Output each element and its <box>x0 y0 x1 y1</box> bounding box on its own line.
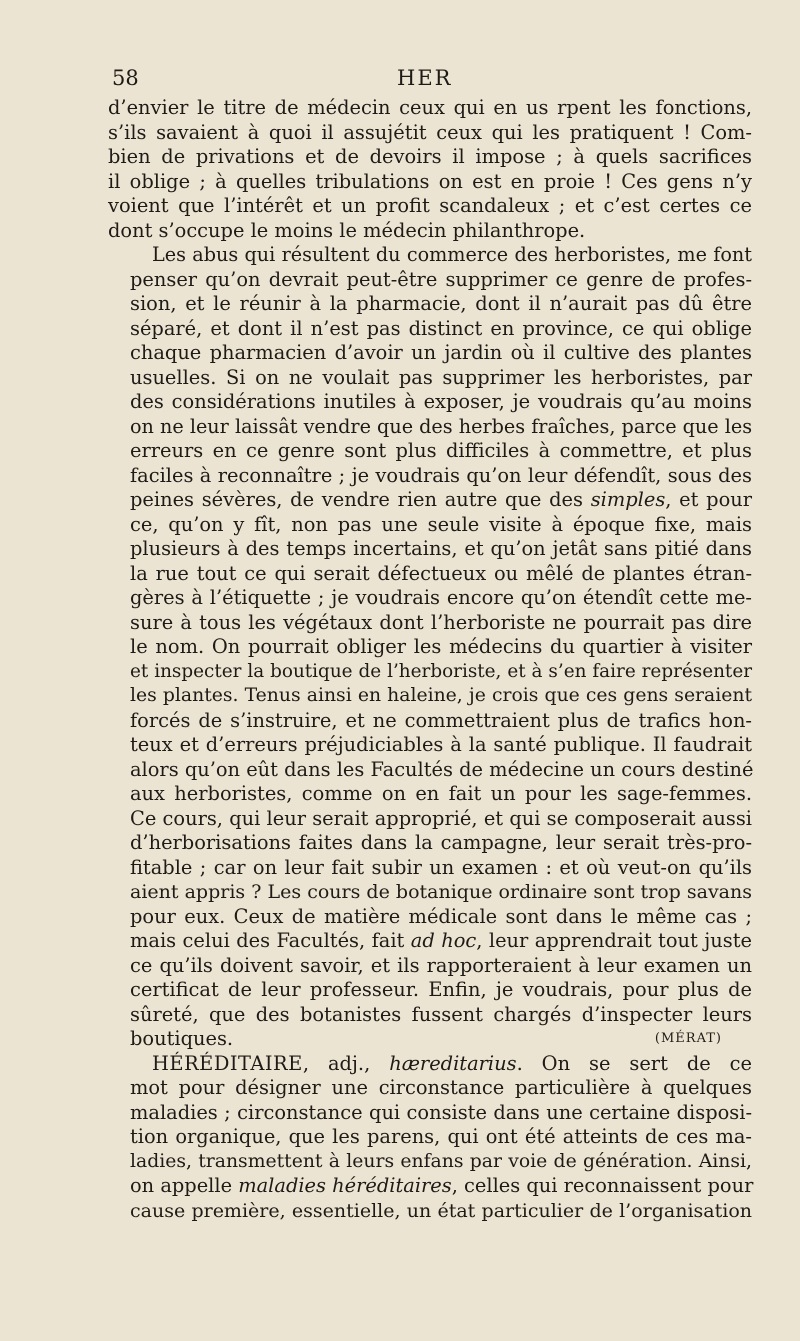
text-line: erreurs en ce genre sont plus difficiles à commettre, et plus <box>130 439 752 462</box>
text-line: des considérations inutiles à exposer, je voudrais qu’au moins <box>130 390 752 413</box>
italic-term: simples <box>590 488 666 511</box>
text-line: chaque pharmacien d’avoir un jardin où il cultive des plantes <box>130 341 752 364</box>
author-signature: (MÉRAT) <box>654 1031 722 1046</box>
text-line: on ne leur laissât vendre que des herbes fraîches, parce que les <box>130 414 753 438</box>
text-fragment: , celles qui reconnaissent pour <box>451 1174 754 1197</box>
paragraph-3 <box>108 1052 752 1224</box>
text-line: Les abus qui résultent du commerce des herboristes, me font <box>152 243 752 266</box>
page-number: 58 <box>112 66 139 90</box>
italic-term: ad hoc <box>410 929 477 952</box>
text-line: pour eux. Ceux de matière médicale sont dans le même cas ; <box>130 904 752 928</box>
text-fragment: , et pour <box>665 488 752 511</box>
text-line: dont s’occupe le moins le médecin philanthrope. <box>108 218 586 242</box>
text-line: la rue tout ce qui serait défectueux ou mêlé de plantes étran- <box>130 561 752 585</box>
text-fragment: . On se sert de ce <box>516 1051 752 1075</box>
text-line: aux herboristes, comme on en fait un pour les sage-femmes. <box>130 782 752 805</box>
text-line: cause première, essentielle, un état particulier de l’organisation <box>130 1199 752 1222</box>
text-fragment: , leur apprendrait tout juste <box>476 929 752 952</box>
text-line: sure à tous les végétaux dont l’herboriste ne pourrait pas dire <box>130 610 752 634</box>
text-line <box>108 488 752 513</box>
text-line: et inspecter la boutique de l’herboriste, et à s’en faire représenter <box>130 660 752 682</box>
text-line: bien de privations et de devoirs il impose ; à quels sacrifices <box>108 145 752 168</box>
text-line: penser qu’on devrait peut-être supprimer ce genre de profes- <box>130 267 752 291</box>
text-line <box>108 1052 752 1077</box>
text-line: Ce cours, qui leur serait approprié, et qui se composerait aussi <box>130 806 752 830</box>
text-line: le nom. On pourrait obliger les médecins du quartier à visiter <box>130 635 752 658</box>
running-head: HER <box>397 66 453 90</box>
text-fragment: peines sévères, de vendre rien autre que des <box>130 488 591 511</box>
paragraph-2 <box>108 243 752 1052</box>
text-line: faciles à reconnaître ; je voudrais qu’on leur défendît, sous des <box>130 463 752 487</box>
text-line: aient appris ? Les cours de botanique ordinaire sont trop savans <box>130 881 752 903</box>
text-line <box>108 1174 752 1199</box>
text-line: ce, qu’on y fît, non pas une seule visite à époque fixe, mais <box>130 512 752 536</box>
text-line <box>108 929 752 954</box>
text-line: sûreté, que des botanistes fussent chargés d’inspecter leurs <box>130 1002 752 1026</box>
text-line: fitable ; car on leur fait subir un examen : et où veut-on qu’ils <box>130 855 752 879</box>
text-line: tion organique, que les parens, qui ont été atteints de ces ma- <box>130 1125 752 1148</box>
entry-headword: HÉRÉDITAIRE <box>152 1051 303 1075</box>
text-line: forcés de s’instruire, et ne commettraient plus de trafics hon- <box>130 708 752 732</box>
page-header <box>112 66 752 94</box>
text-line: mot pour désigner une circonstance particulière à quelques <box>130 1076 752 1099</box>
text-line: séparé, et dont il n’est pas distinct en province, ce qui oblige <box>130 316 752 340</box>
text-fragment: mais celui des Facultés, fait <box>130 929 411 952</box>
text-line: certificat de leur professeur. Enfin, je voudrais, pour plus de <box>130 978 752 1001</box>
text-line: usuelles. Si on ne voulait pas supprimer les herboristes, par <box>130 365 752 389</box>
text-line: alors qu’on eût dans les Facultés de médecine un cours destiné <box>130 757 754 781</box>
text-line: plusieurs à des temps incertains, et qu’on jetât sans pitié dans <box>130 537 752 560</box>
text-line: teux et d’erreurs préjudiciables à la santé publique. Il faudrait <box>130 733 752 756</box>
text-line: ce qu’ils doivent savoir, et ils rapporteraient à leur examen un <box>130 953 752 977</box>
text-fragment: , adj., <box>302 1051 390 1075</box>
text-line: d’herborisations faites dans la campagne, leur serait très-pro- <box>130 831 752 854</box>
text-fragment: boutiques. <box>130 1027 234 1050</box>
italic-term: hæreditarius <box>389 1051 517 1075</box>
body-text <box>108 96 752 1223</box>
text-line: sion, et le réunir à la pharmacie, dont il n’aurait pas dû être <box>130 292 752 315</box>
text-line: maladies ; circonstance qui consiste dans une certaine disposi- <box>130 1100 752 1124</box>
text-line: gères à l’étiquette ; je voudrais encore qu’on étendît cette me- <box>130 586 752 609</box>
italic-term: maladies héréditaires <box>238 1174 452 1197</box>
text-fragment: on appelle <box>130 1174 239 1197</box>
text-line: s’ils savaient à quoi il assujétit ceux qui les pratiquent ! Com- <box>108 120 752 144</box>
text-line: il oblige ; à quelles tribulations on est en proie ! Ces gens n’y <box>108 169 752 193</box>
text-line: voient que l’intérêt et un profit scandaleux ; et c’est certes ce <box>108 194 752 217</box>
text-line <box>108 1027 752 1052</box>
paragraph-1 <box>108 96 752 243</box>
text-line: ladies, transmettent à leurs enfans par voie de génération. Ainsi, <box>130 1150 752 1172</box>
text-line: d’envier le titre de médecin ceux qui en us rpent les fonctions, <box>108 96 752 119</box>
text-line: les plantes. Tenus ainsi en haleine, je crois que ces gens seraient <box>130 685 752 706</box>
